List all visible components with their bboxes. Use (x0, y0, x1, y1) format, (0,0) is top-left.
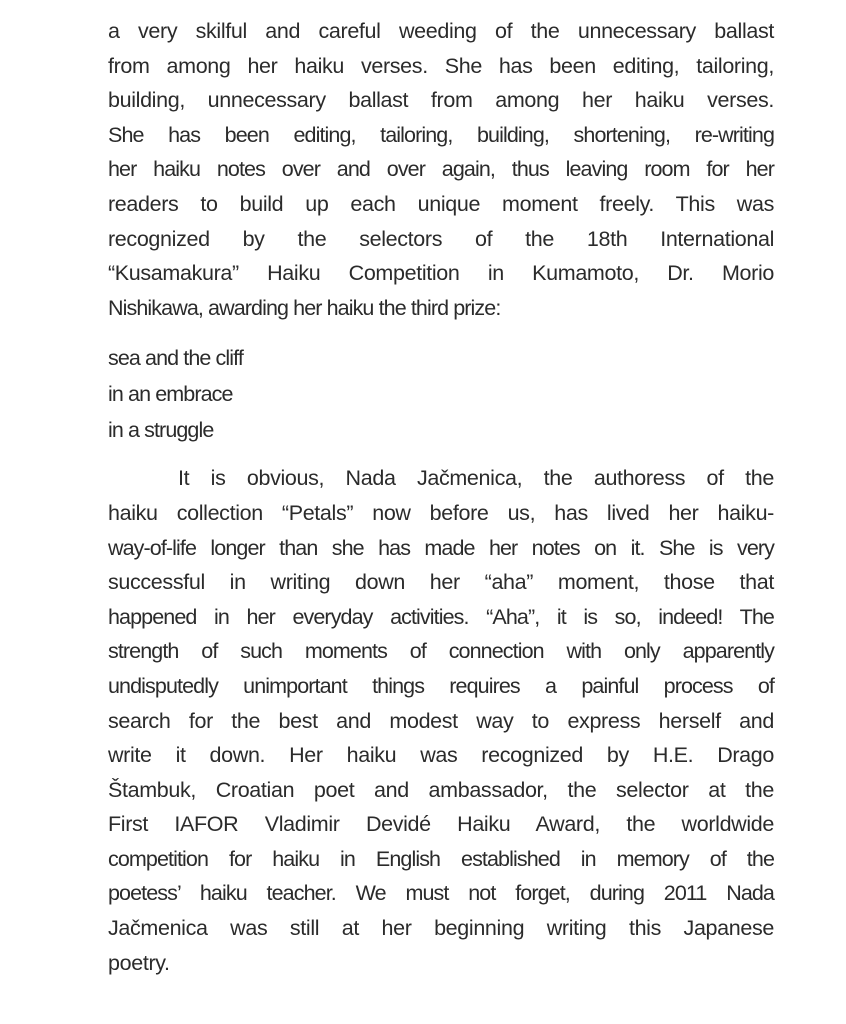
text-line: her haiku notes over and over again, thus leaving room for her (108, 157, 774, 182)
text-line: successful in writing down her “aha” moment, those that (108, 570, 774, 595)
text-line: poetess’ haiku teacher. We must not forget, during 2011 Nada (108, 881, 774, 906)
text-line: building, unnecessary ballast from among her haiku verses. (108, 88, 774, 113)
text-line: undisputedly unimportant things requires a painful process of (108, 673, 774, 698)
text-line: It is obvious, Nada Jačmenica, the authoress of the (178, 466, 774, 491)
text-line: Nishikawa, awarding her haiku the third prize: (108, 295, 501, 320)
text-line: a very skilful and careful weeding of the unnecessary ballast (108, 19, 774, 43)
haiku-line: in an embrace (108, 382, 233, 407)
text-line: recognized by the selectors of the 18th International (108, 226, 774, 251)
text-line: Štambuk, Croatian poet and ambassador, the selector at the (108, 777, 774, 802)
text-line: Jačmenica was still at her beginning writing this Japanese (108, 916, 774, 941)
text-line: haiku collection “Petals” now before us, has lived her haiku- (108, 500, 774, 525)
document-page (108, 14, 774, 980)
text-line: readers to build up each unique moment freely. This was (108, 191, 774, 216)
haiku-poem (108, 340, 774, 448)
text-line: way-of-life longer than she has made her notes on it. She is very (108, 535, 774, 560)
text-line: poetry. (108, 950, 170, 975)
text-line: competition for haiku in English established in memory of the (108, 846, 774, 871)
paragraph-main (108, 461, 774, 980)
text-line: strength of such moments of connection with only apparently (108, 639, 774, 664)
text-line: write it down. Her haiku was recognized by H.E. Drago (108, 743, 774, 768)
paragraph-intro (108, 14, 774, 325)
text-line: happened in her everyday activities. “Aha”, it is so, indeed! The (108, 604, 774, 629)
text-line: from among her haiku verses. She has been editing, tailoring, (108, 53, 774, 78)
text-line: She has been editing, tailoring, building, shortening, re-writing (108, 122, 774, 147)
text-line: First IAFOR Vladimir Devidé Haiku Award, the worldwide (108, 812, 774, 837)
text-line: search for the best and modest way to express herself and (108, 708, 774, 733)
haiku-line: sea and the cliff (108, 346, 243, 371)
haiku-line: in a struggle (108, 418, 214, 443)
text-line: “Kusamakura” Haiku Competition in Kumamoto, Dr. Morio (108, 261, 774, 286)
